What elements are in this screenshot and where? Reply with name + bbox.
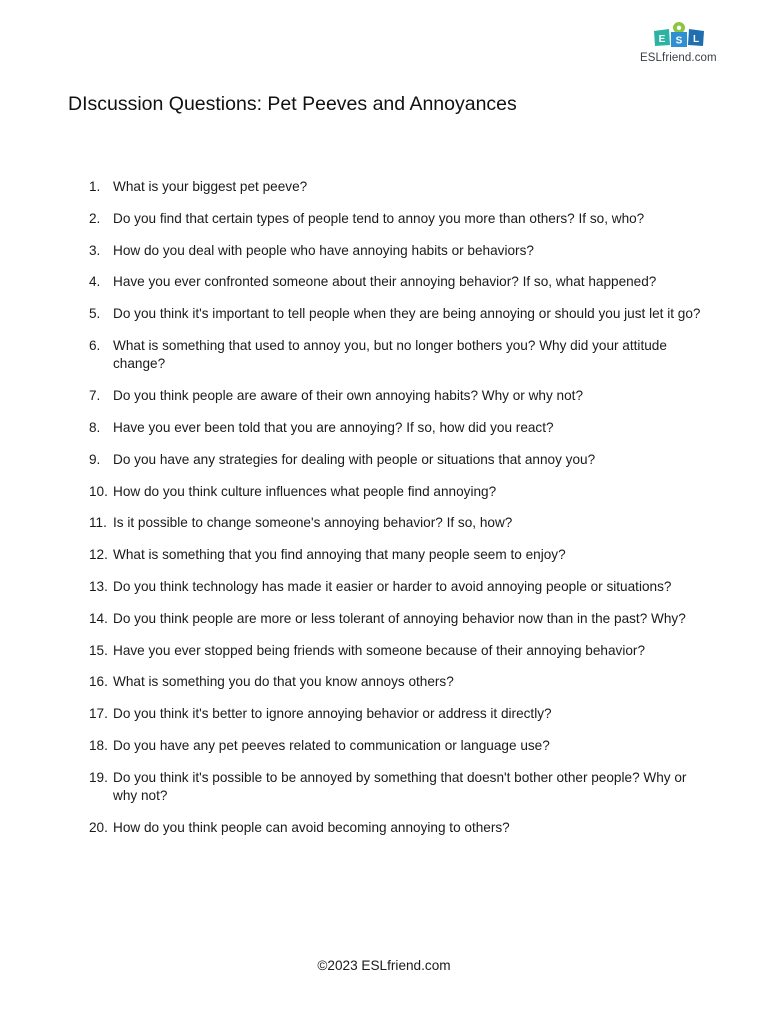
question-number: 3.	[89, 242, 101, 258]
question-number: 10.	[89, 483, 108, 499]
eslfriend-logo	[640, 22, 720, 70]
logo-site-name: ESLfriend.com	[640, 52, 717, 64]
question-number: 14.	[89, 610, 108, 626]
question-text: What is your biggest pet peeve?	[113, 179, 308, 194]
question-item	[0, 387, 768, 406]
question-item	[0, 642, 768, 661]
question-item	[0, 514, 768, 533]
question-number: 20.	[89, 820, 108, 836]
question-item	[0, 419, 768, 438]
question-list	[0, 178, 768, 851]
question-text: How do you think culture influences what people find annoying?	[113, 483, 497, 499]
question-text: Have you ever stopped being friends with someone because of their annoying behavior?	[113, 642, 646, 658]
flag-e	[654, 29, 670, 46]
question-number: 6.	[89, 337, 101, 353]
question-item	[0, 305, 768, 324]
question-item	[0, 451, 768, 470]
question-number: 13.	[89, 579, 108, 595]
question-number: 1.	[89, 179, 101, 194]
question-text: What is something you do that you know annoys others?	[113, 674, 454, 690]
question-text: Do you have any strategies for dealing with people or situations that annoy you?	[113, 451, 596, 467]
question-text: Do you think it's better to ignore annoying behavior or address it directly?	[113, 706, 552, 722]
question-number: 11.	[89, 515, 107, 531]
question-number: 8.	[89, 420, 101, 436]
question-item	[0, 737, 768, 756]
question-item	[0, 483, 768, 502]
question-item	[0, 210, 768, 229]
flag-s	[671, 32, 687, 47]
flag-l	[688, 29, 704, 46]
question-item	[0, 242, 768, 261]
question-number: 18.	[89, 738, 108, 754]
question-text: Do you have any pet peeves related to communication or language use?	[113, 738, 550, 754]
question-item	[0, 819, 768, 838]
question-item	[0, 273, 768, 292]
question-number: 4.	[89, 274, 101, 290]
question-text: How do you think people can avoid becoming annoying to others?	[113, 820, 510, 836]
question-text: What is something that used to annoy you, but no longer bothers you? Why did your attitude change?	[113, 337, 667, 372]
question-number: 15.	[89, 642, 108, 658]
flag-letter-s: S	[675, 35, 683, 47]
question-text: Is it possible to change someone's annoying behavior? If so, how?	[113, 515, 513, 531]
question-item	[0, 337, 768, 374]
question-number: 16.	[89, 674, 108, 690]
question-number: 9.	[89, 451, 101, 467]
question-text: How do you deal with people who have annoying habits or behaviors?	[113, 242, 534, 258]
flag-letter-e: E	[658, 34, 666, 45]
question-item	[0, 178, 768, 197]
question-item	[0, 610, 768, 629]
question-item	[0, 546, 768, 565]
question-number: 5.	[89, 306, 101, 322]
question-text: Do you think it's possible to be annoyed by something that doesn't bother other people? Why or why not?	[113, 769, 687, 804]
question-text: Do you find that certain types of people tend to annoy you more than others? If so, who?	[113, 210, 645, 226]
flag-letter-l: L	[692, 34, 700, 45]
question-item	[0, 705, 768, 724]
question-item	[0, 673, 768, 692]
question-number: 17.	[89, 706, 108, 722]
esl-flags-icon	[652, 22, 706, 48]
question-number: 7.	[89, 388, 101, 404]
question-number: 2.	[89, 210, 101, 226]
question-text: Do you think people are aware of their own annoying habits? Why or why not?	[113, 388, 584, 404]
question-item	[0, 769, 768, 806]
question-text: Do you think it's important to tell people when they are being annoying or should you just let it go?	[113, 306, 701, 322]
question-text: Do you think technology has made it easier or harder to avoid annoying people or situations?	[113, 579, 672, 595]
question-number: 12.	[89, 547, 108, 563]
footer-copyright: ©2023 ESLfriend.com	[317, 958, 451, 973]
question-number: 19.	[89, 769, 108, 785]
question-text: Have you ever confronted someone about their annoying behavior? If so, what happened?	[113, 274, 657, 290]
question-item	[0, 578, 768, 597]
question-text: Do you think people are more or less tolerant of annoying behavior now than in the past? Why?	[113, 610, 686, 626]
question-text: What is something that you find annoying that many people seem to enjoy?	[113, 547, 566, 563]
question-text: Have you ever been told that you are annoying? If so, how did you react?	[113, 420, 554, 436]
page-title: DIscussion Questions: Pet Peeves and Annoyances	[68, 93, 517, 115]
